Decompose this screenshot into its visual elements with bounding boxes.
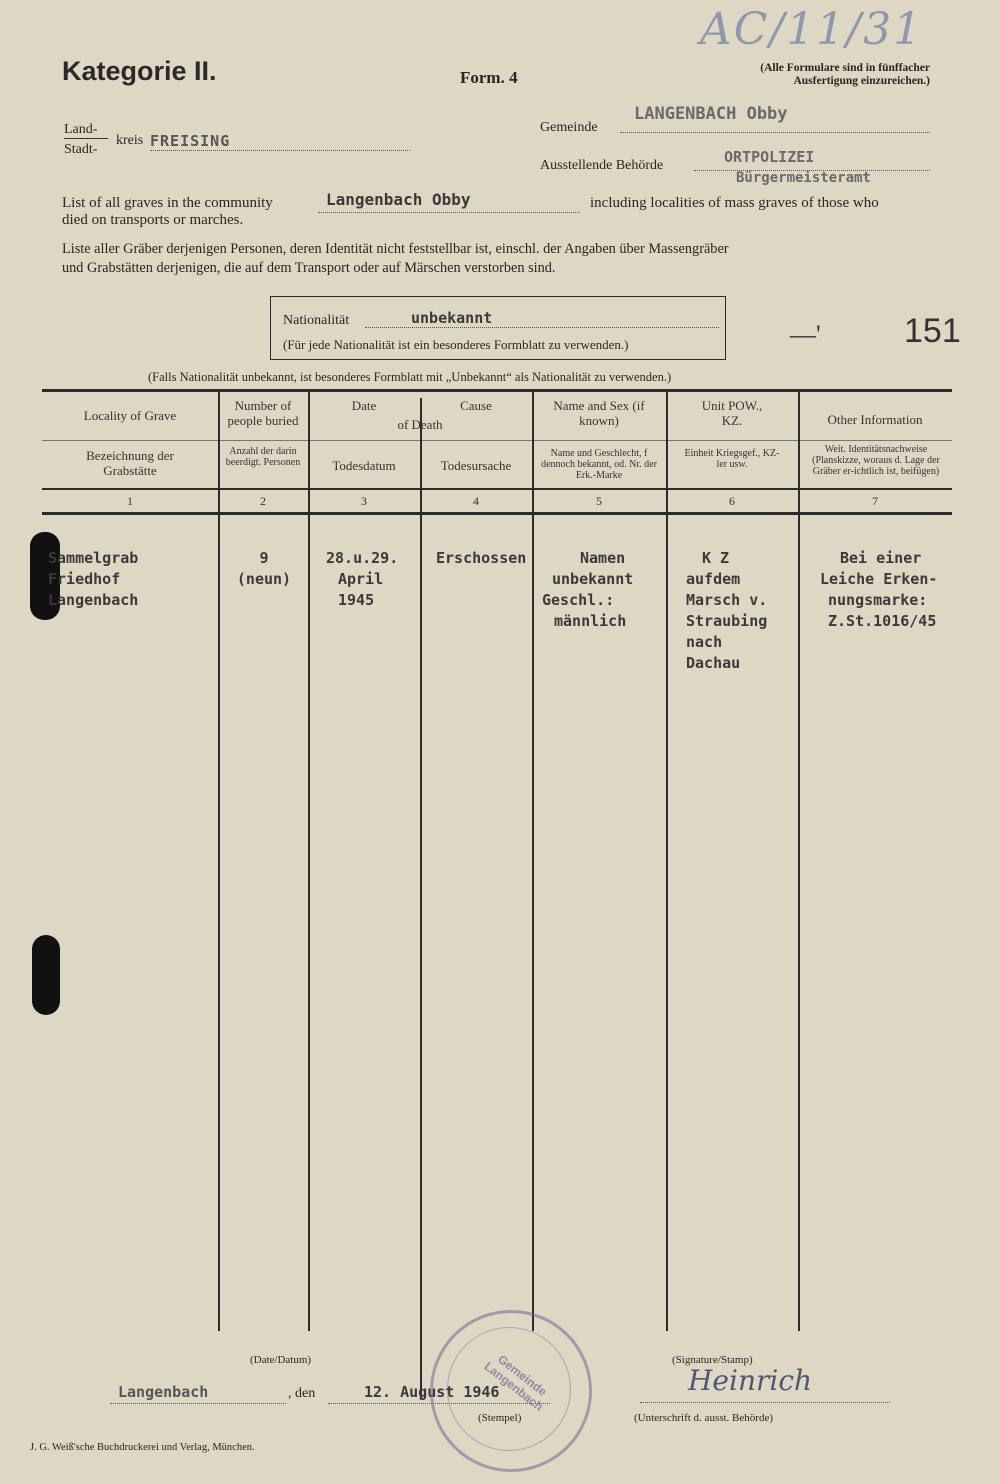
col-line-2 — [308, 391, 310, 1331]
col1-header-de: Bezeichnung der Grabstätte — [86, 448, 174, 478]
date-line-3: 1945 — [338, 591, 375, 609]
row-locality — [48, 548, 216, 611]
unterschrift-label: (Unterschrift d. ausst. Behörde) — [634, 1412, 773, 1424]
col5-number: 5 — [596, 494, 602, 508]
number-words: (neun) — [236, 570, 292, 588]
col1-header-en: Locality of Grave — [83, 408, 177, 423]
form-number: Form. 4 — [460, 68, 518, 87]
stamp-text: Gemeinde Langenbach — [481, 1352, 550, 1414]
col5-header-de: Name und Geschlecht, f dennoch bekannt, od. Nr. der Erk.-Marke — [541, 448, 657, 481]
signature-line — [640, 1402, 890, 1403]
behoerde-value-line2: Bürgermeisteramt — [736, 170, 871, 186]
date-value: 12. August 1946 — [364, 1383, 500, 1401]
table-top-border — [42, 389, 952, 392]
unit-line-4: Straubing — [686, 612, 768, 630]
date-label: (Date/Datum) — [250, 1354, 312, 1366]
col6-header-en: Unit POW., KZ. — [701, 398, 763, 428]
signature-label: (Signature/Stamp) — [672, 1354, 753, 1366]
unit-line-3: Marsch v. — [686, 591, 768, 609]
other-line-3: nungsmarke: — [828, 591, 928, 609]
unit-line-5: nach — [686, 633, 723, 651]
intro-de-line2: und Grabstätten derjenigen, die auf dem Transport oder auf Märschen verstorben sind. — [62, 260, 556, 276]
col6-number: 6 — [729, 494, 735, 508]
row-number — [222, 548, 306, 590]
place-value: Langenbach — [118, 1383, 209, 1401]
unit-line-1: K Z — [702, 549, 730, 567]
col1-number: 1 — [127, 494, 133, 508]
header-divider-1 — [42, 440, 952, 441]
community-field — [318, 190, 580, 213]
col2-header-de: Anzahl der darin beerdigt. Personen — [225, 446, 301, 468]
col6-header-de: Einheit Kriegsgef., KZ-ler usw. — [684, 448, 780, 470]
row-name-sex — [534, 548, 666, 632]
gemeinde-label: Gemeinde — [540, 120, 598, 135]
col2-header-en: Number of people buried — [227, 398, 299, 428]
other-line-1: Bei einer — [840, 549, 922, 567]
kreis-label: kreis — [116, 133, 144, 148]
page-number: 151 — [904, 312, 961, 350]
nationality-note: (Für jede Nationalität ist ein besonderes Formblatt zu verwenden.) — [283, 337, 629, 352]
intro-en-after: including localities of mass graves of those who — [590, 195, 879, 211]
other-line-4: Z.St.1016/45 — [828, 612, 937, 630]
col3-header-de: Todesdatum — [332, 458, 396, 473]
date-line-1: 28.u.29. — [326, 549, 399, 567]
name-line-4: männlich — [554, 612, 627, 630]
name-line-3: Geschl.: — [542, 591, 615, 609]
col4-header-en: Cause — [460, 398, 492, 413]
behoerde-label: Ausstellende Behörde — [540, 158, 664, 173]
locality-line-3: Langenbach — [48, 591, 139, 609]
den-label: , den — [288, 1386, 316, 1401]
col4-number: 4 — [473, 494, 479, 508]
nationality-label: Nationalität — [283, 313, 350, 328]
col7-header-en: Other Information — [827, 412, 923, 427]
row-cause: Erschossen — [436, 549, 527, 567]
unit-line-6: Dachau — [686, 654, 741, 672]
copies-note-line1: (Alle Formulare sind in fünffacher — [760, 62, 930, 74]
land-stadt-divider — [64, 138, 108, 139]
col4-header-de: Todesursache — [440, 458, 512, 473]
other-line-2: Leiche Erken- — [820, 570, 938, 588]
col3-header-en: Date — [351, 398, 377, 413]
name-line-2: unbekannt — [552, 570, 634, 588]
copies-note-line2: Ausfertigung einzureichen.) — [793, 75, 930, 87]
header-divider-3 — [42, 512, 952, 515]
behoerde-field — [694, 148, 930, 171]
header-divider-2 — [42, 488, 952, 490]
community-value: Langenbach Obby — [326, 190, 471, 209]
col-line-3 — [420, 398, 422, 1398]
nationality-footnote: (Falls Nationalität unbekannt, ist besonderes Formblatt mit „Unbekannt“ als Nationalität zu verwenden.) — [148, 370, 672, 384]
nationality-value: unbekannt — [411, 309, 493, 327]
kreis-value: FREISING — [150, 132, 231, 150]
stempel-label: (Stempel) — [478, 1412, 522, 1424]
land-label: Land- — [64, 122, 98, 137]
row-other — [820, 548, 970, 632]
category-title: Kategorie II. — [62, 56, 217, 86]
kreis-field — [150, 132, 410, 151]
col-line-4 — [532, 391, 534, 1331]
date-line-2: April — [338, 570, 384, 588]
municipal-stamp — [430, 1310, 592, 1472]
place-field — [110, 1383, 286, 1404]
behoerde-value-line1: ORTPOLIZEI — [724, 148, 815, 166]
col7-number: 7 — [872, 494, 878, 508]
intro-en-line2: died on transports or marches. — [62, 212, 244, 228]
intro-de-line1: Liste aller Gräber derjenigen Personen, deren Identität nicht feststellbar ist, einschl. der Angaben über Massengräber — [62, 241, 729, 257]
col3-number: 3 — [361, 494, 367, 508]
unit-line-2: aufdem — [686, 570, 741, 588]
locality-line-2: Friedhof — [48, 570, 121, 588]
col-line-6 — [798, 391, 800, 1331]
of-death-label: of Death — [397, 417, 443, 432]
locality-line-1: Sammelgrab — [48, 549, 139, 567]
nationality-field — [365, 309, 719, 328]
name-line-1: Namen — [580, 549, 626, 567]
col2-number: 2 — [260, 494, 266, 508]
col-line-1 — [218, 391, 220, 1331]
col-line-5 — [666, 391, 668, 1331]
gemeinde-field — [620, 104, 930, 133]
col7-header-de: Weit. Identitätsnachweise (Planskizze, woraus d. Lage der Gräber er-ichtlich ist, beifügen) — [812, 444, 940, 477]
handwritten-reference: AC/11/31 — [700, 4, 924, 55]
signature: Heinrich — [688, 1364, 813, 1397]
printer-credit: J. G. Weiß'sche Buchdruckerei und Verlag, München. — [30, 1442, 255, 1453]
row-unit — [686, 548, 798, 674]
dash-marks: —' — [790, 320, 821, 349]
row-date — [326, 548, 420, 611]
col5-header-en: Name and Sex (if known) — [553, 398, 645, 428]
number-value: 9 — [259, 549, 269, 567]
stadt-label: Stadt- — [64, 142, 98, 157]
gemeinde-value: LANGENBACH Obby — [634, 104, 788, 124]
intro-en-before: List of all graves in the community — [62, 195, 273, 211]
nationality-box — [270, 296, 726, 360]
punch-hole-bottom — [32, 935, 60, 1015]
